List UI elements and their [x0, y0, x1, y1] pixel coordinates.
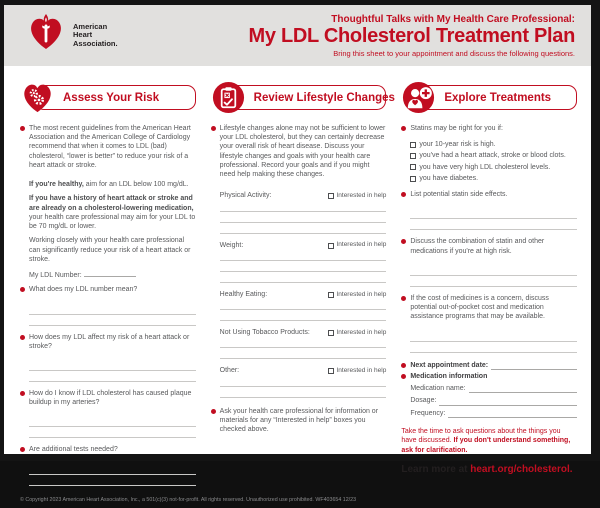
writing-line[interactable]	[220, 388, 387, 398]
statin-option-label: you have very high LDL cholesterol levels.	[419, 163, 551, 171]
bullet-dot	[20, 126, 25, 131]
writing-line[interactable]	[220, 262, 387, 272]
writing-line[interactable]	[29, 372, 196, 382]
lifestyle-header	[211, 80, 395, 116]
question-text: What does my LDL number mean?	[29, 286, 138, 294]
assess-healthy: If you're healthy, aim for an LDL below 100 mg/dL.	[29, 181, 189, 189]
writing-line[interactable]	[220, 377, 387, 387]
statin-option	[410, 163, 577, 172]
statin-checkbox[interactable]	[410, 142, 416, 148]
interested-in-help: Interested in help	[328, 192, 386, 201]
closing-note: Take the time to ask questions about the things you have discussed. If you don't understand something, ask for clarification.	[401, 427, 571, 454]
lifestyle-intro: Lifestyle changes alone may not be sufficient to lower your LDL cholesterol, but they can certainly decrease your overall risk of heart disease. Discuss your lifestyle changes and goals with your health care professional. Record your goals and if you might need help making these changes.	[219, 125, 386, 179]
medication-field: Frequency:	[410, 409, 577, 418]
statin-option	[410, 140, 577, 149]
answer-lines	[29, 417, 196, 438]
help-checkbox[interactable]	[328, 292, 334, 298]
cost-bullet	[401, 294, 577, 327]
lifestyle-field-row	[220, 290, 387, 299]
answer-lines	[29, 361, 196, 382]
learn-more: Learn more at heart.org/cholesterol.	[401, 464, 573, 476]
combination-bullet	[401, 237, 577, 260]
writing-line[interactable]	[220, 300, 387, 310]
statin-option-label: you've had a heart attack, stroke or blood clots.	[419, 152, 566, 160]
column-review-lifestyle-changes	[211, 80, 395, 493]
answer-lines	[410, 266, 577, 287]
assess-working: Working closely with your health care professional can significantly reduce your risk of a heart attack or stroke.	[29, 237, 191, 263]
writing-line[interactable]	[29, 428, 196, 438]
aha-heart-torch-icon	[26, 13, 66, 58]
writing-line[interactable]	[29, 316, 196, 326]
statin-option-label: your 10-year risk is high.	[419, 141, 496, 149]
medication-field: Dosage:	[410, 396, 577, 405]
writing-line[interactable]	[410, 332, 577, 342]
lifestyle-fields	[211, 191, 387, 397]
question-text: How does my LDL affect my risk of a heart attack or stroke?	[29, 333, 190, 350]
bullet-dot	[20, 287, 25, 292]
bullet-dot	[401, 239, 406, 244]
field-label: Not Using Tobacco Products:	[219, 329, 310, 337]
ldl-number-input[interactable]	[84, 269, 136, 277]
flyer-page	[4, 5, 591, 503]
bullet-dot	[20, 391, 25, 396]
assess-question	[20, 445, 196, 459]
frequency-input[interactable]	[448, 410, 577, 418]
bullet-dot	[401, 374, 406, 379]
content-columns	[4, 66, 591, 495]
writing-line[interactable]	[29, 465, 196, 475]
bullet-dot	[401, 296, 406, 301]
assess-title: Assess Your Risk	[63, 92, 160, 104]
field-label: Other:	[219, 367, 240, 375]
bullet-dot	[401, 192, 406, 197]
assess-history: If you have a history of heart attack or stroke and are already on a cholesterol-lowering medication, your health care professional may aim for your LDL to be 70 mg/dL or lower.	[29, 195, 196, 231]
writing-line[interactable]	[29, 417, 196, 427]
assess-intro: The most recent guidelines from the American Heart Association and the American College of Cardiology recommend that when it comes to LDL (bad) cholesterol, “lower is better” to reduce your risk of a heart attack or stroke.	[29, 125, 191, 169]
help-checkbox[interactable]	[328, 330, 334, 336]
statin-checkbox[interactable]	[410, 164, 416, 170]
side-effects-text: List potential statin side effects.	[410, 191, 508, 199]
lifestyle-field-row	[220, 191, 387, 200]
writing-line[interactable]	[220, 349, 387, 359]
masthead	[4, 5, 591, 66]
lifestyle-outro: Ask your health care professional for information or materials for any “Interested in help” boxes you checked above.	[219, 407, 379, 434]
appointment-date-input[interactable]	[491, 362, 577, 370]
appointment-bullet	[401, 361, 577, 370]
statins-label: Statins may be right for you if:	[410, 125, 503, 132]
bullet-dot	[211, 126, 216, 131]
treatments-header	[401, 80, 577, 116]
lifestyle-field-row	[220, 328, 387, 337]
writing-line[interactable]	[220, 338, 387, 348]
interested-in-help: Interested in help	[328, 291, 386, 300]
column-assess-your-risk	[20, 80, 196, 493]
medication-name-input[interactable]	[469, 385, 577, 393]
interested-in-help: Interested in help	[328, 241, 386, 250]
lifestyle-outro-bullet	[211, 407, 387, 440]
heart-gears-icon	[20, 80, 55, 115]
answer-lines	[29, 465, 196, 486]
dosage-input[interactable]	[439, 398, 577, 406]
writing-line[interactable]	[410, 277, 577, 287]
question-text: How do I know if LDL cholesterol has caused plaque buildup in my arteries?	[29, 389, 192, 407]
writing-line[interactable]	[220, 251, 387, 261]
field-label: Healthy Eating:	[219, 290, 268, 298]
bullet-dot	[211, 409, 216, 414]
answer-lines	[410, 332, 577, 353]
lifestyle-field-row	[220, 241, 387, 250]
answer-lines	[410, 209, 577, 230]
kicker: Thoughtful Talks with My Health Care Professional:	[331, 13, 575, 25]
assess-question	[20, 389, 196, 412]
writing-line[interactable]	[29, 361, 196, 371]
question-text: Are additional tests needed?	[29, 446, 118, 454]
medication-bullet	[401, 372, 577, 381]
assess-question	[20, 333, 196, 356]
cost-text: If the cost of medicines is a concern, discuss potential out-of-pocket cost and medication assistance programs that may be available.	[410, 294, 549, 321]
medication-field: Medication name:	[410, 384, 577, 393]
cholesterol-link[interactable]: heart.org/cholesterol.	[470, 464, 573, 476]
lifestyle-intro-bullet	[211, 124, 387, 184]
bullet-dot	[401, 363, 406, 368]
statin-option	[410, 151, 577, 160]
answer-lines	[29, 305, 196, 326]
aha-logo	[26, 13, 118, 58]
writing-line[interactable]	[220, 202, 387, 212]
ldl-number-field: My LDL Number:	[20, 269, 196, 280]
page-title: My LDL Cholesterol Treatment Plan	[248, 24, 575, 47]
copyright-footer: © Copyright 2023 American Heart Association, Inc., a 501(c)(3) not-for-profit. All rights reserved. Unauthorized use prohibited. WF403654 12/23	[20, 496, 357, 503]
interested-in-help: Interested in help	[328, 329, 386, 338]
writing-line[interactable]	[410, 343, 577, 353]
writing-line[interactable]	[410, 220, 577, 230]
column-explore-treatments	[401, 80, 577, 493]
writing-line[interactable]	[410, 266, 577, 276]
combination-text: Discuss the combination of statin and other medications if you're at high risk.	[410, 238, 545, 255]
assess-header	[20, 80, 196, 116]
writing-line[interactable]	[220, 273, 387, 283]
writing-line[interactable]	[29, 476, 196, 486]
help-checkbox[interactable]	[328, 368, 334, 374]
statin-checkbox[interactable]	[410, 153, 416, 159]
help-checkbox[interactable]	[328, 193, 334, 199]
bullet-dot	[20, 447, 25, 452]
appointment-field: Next appointment date:	[410, 361, 577, 370]
page-subtitle: Bring this sheet to your appointment and discuss the following questions.	[333, 48, 575, 58]
person-heart-cross-icon	[401, 80, 436, 115]
writing-line[interactable]	[220, 224, 387, 234]
statin-option	[410, 174, 577, 183]
statin-checkbox[interactable]	[410, 176, 416, 182]
lifestyle-field-row	[220, 366, 387, 375]
assess-intro-bullet	[20, 124, 196, 175]
treatments-title: Explore Treatments	[444, 92, 552, 104]
aha-logo-text: American Heart Association.	[73, 21, 118, 48]
medication-header: Medication information	[410, 372, 488, 380]
field-label: Physical Activity:	[219, 192, 272, 200]
bullet-dot	[20, 335, 25, 340]
clipboard-check-icon	[211, 80, 246, 115]
writing-line[interactable]	[410, 209, 577, 219]
lifestyle-title: Review Lifestyle Changes	[253, 92, 395, 104]
assess-question	[20, 285, 196, 299]
interested-in-help: Interested in help	[328, 367, 386, 376]
bullet-dot	[401, 126, 406, 131]
writing-line[interactable]	[220, 213, 387, 223]
help-checkbox[interactable]	[328, 243, 334, 249]
writing-line[interactable]	[220, 311, 387, 321]
side-effects-bullet	[401, 190, 577, 204]
statins-bullet	[401, 124, 577, 135]
masthead-titles	[249, 14, 575, 58]
field-label: Weight:	[219, 241, 244, 249]
writing-line[interactable]	[29, 305, 196, 315]
statin-option-label: you have diabetes.	[419, 174, 479, 182]
